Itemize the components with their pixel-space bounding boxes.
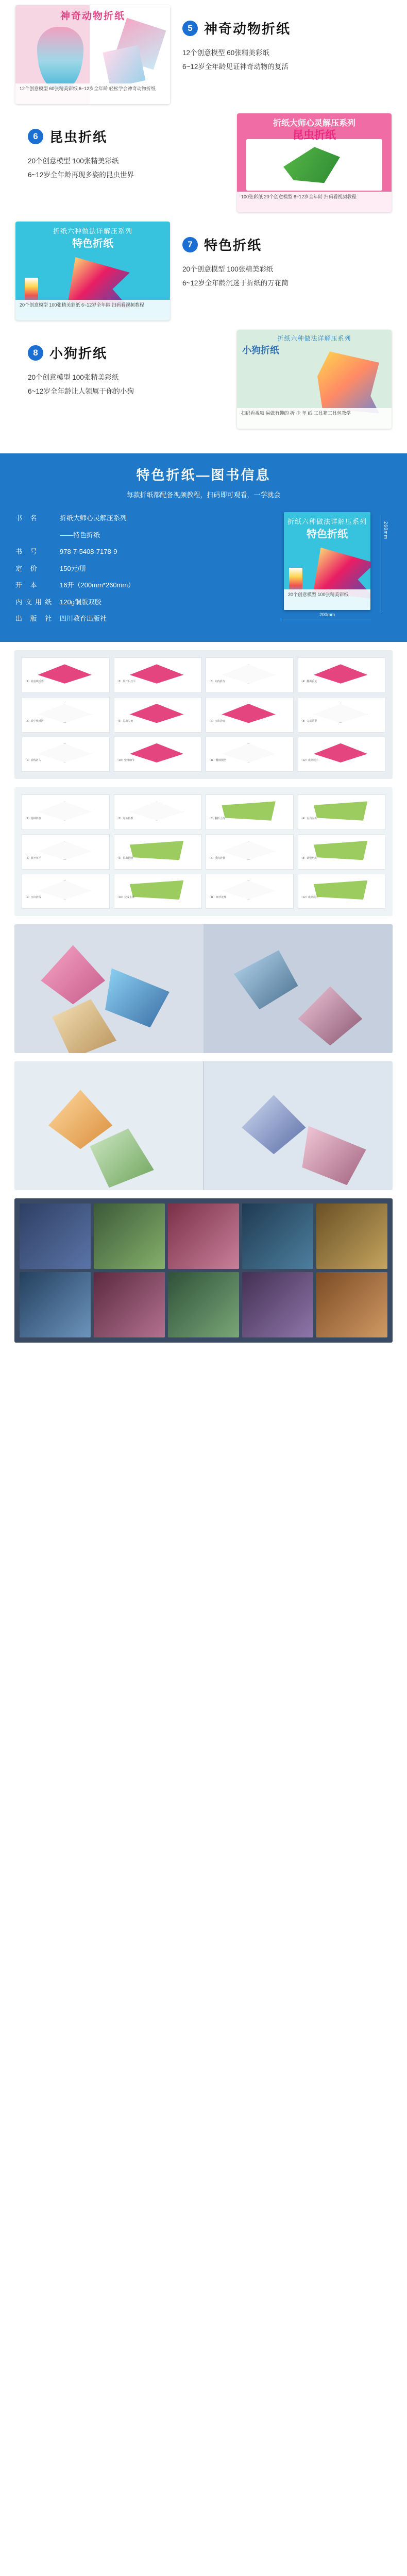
diagram-caption: （11）细节处理	[208, 896, 227, 900]
product-desc-line: 6~12岁全年龄见证神奇动物的复活	[182, 63, 289, 71]
cover-series: 折纸六种做法详解压系列	[287, 518, 367, 526]
spec-list	[15, 510, 263, 628]
photo-finished-models-spread	[14, 924, 393, 1053]
diagram-caption: （1）沿虚线折叠	[24, 680, 44, 684]
product-row	[15, 222, 392, 320]
diagram-caption: （2）对角折叠	[116, 817, 133, 821]
spec-value: 120g铜版双胶	[60, 598, 101, 606]
cover-caption: 20个创意模型 100张精美彩纸	[284, 589, 370, 610]
product-index-badge: 8	[28, 345, 43, 361]
book-info-section	[0, 453, 407, 642]
cover-caption: 扫码看视频 易做有趣的 折 少 年 纸 工具箱工具包教学	[237, 408, 392, 429]
diagram-caption: （5）展开压平	[24, 856, 41, 860]
spec-row	[15, 577, 263, 594]
diagram-caption: （7）压出折痕	[208, 719, 225, 723]
product-list-section	[0, 0, 407, 453]
diagram-caption: （8）完成造型	[300, 719, 317, 723]
product-row	[15, 330, 392, 429]
product-row	[15, 113, 392, 212]
info-subtitle: 每款折纸都配备视频教程，扫码即可观看，一学就会	[126, 491, 281, 499]
product-desc-line: 20个创意模型 100张精美彩纸	[28, 374, 119, 381]
diagram-caption: （6）折出翅膀	[116, 856, 133, 860]
product-title: 特色折纸	[204, 238, 262, 253]
product-title: 神奇动物折纸	[204, 21, 291, 37]
spec-row	[15, 561, 263, 578]
cover-art	[15, 222, 170, 320]
diagram-caption: （4）翻面重复	[300, 680, 317, 684]
book-dimension-figure	[273, 510, 392, 629]
spec-row	[15, 510, 263, 527]
product-desc-line: 12个创意模型 60张精美彩纸	[182, 49, 269, 57]
spec-key: 书 号	[15, 548, 40, 556]
photo-gallery-section	[0, 642, 407, 1371]
book-cover-thumb	[284, 512, 370, 610]
product-cover-mermaid[interactable]	[15, 5, 170, 104]
spec-value: ——特色折纸	[60, 531, 100, 539]
cover-header: 特色折纸	[307, 529, 348, 540]
spec-value: 折纸大师心灵解压系列	[60, 514, 127, 522]
cover-art	[15, 5, 170, 104]
product-desc-line: 6~12岁全年龄让人领属于你的小狗	[28, 387, 134, 395]
cover-header: 特色折纸	[72, 238, 113, 249]
product-desc-line: 20个创意模型 100张精美彩纸	[28, 157, 119, 165]
cover-caption: 100张彩纸 20个创意模型 6~12岁全年龄 扫码看视频教程	[237, 192, 392, 212]
diagram-caption: （11）翻转模型	[208, 759, 227, 762]
diagram-caption: （9）压出折线	[24, 896, 41, 900]
spec-value: 978-7-5408-7178-9	[60, 548, 117, 556]
spec-row	[15, 611, 263, 628]
spec-key: 内文用纸	[15, 598, 55, 606]
info-heading: 特色折纸—图书信息	[136, 467, 271, 483]
dimension-width: 200mm	[319, 612, 335, 618]
cover-art	[237, 330, 392, 429]
spec-key: 书 名	[15, 514, 40, 522]
diagram-caption: （4）左右内折	[300, 817, 317, 821]
product-index-badge: 5	[182, 21, 198, 36]
diagram-caption: （12）成品展示	[300, 896, 319, 900]
product-cover-dog[interactable]	[237, 330, 392, 429]
cover-series: 折纸大师心灵解压系列	[273, 119, 355, 128]
product-desc-line: 6~12岁全年龄沉迷于折纸的万花筒	[182, 279, 289, 287]
spec-key: 定 价	[15, 564, 40, 572]
product-title: 小狗折纸	[49, 346, 108, 361]
diagram-caption: （12）成品展示	[300, 759, 319, 762]
spec-key: 开 本	[15, 581, 40, 589]
diagram-caption: （2）展开后压平	[116, 680, 136, 684]
diagram-caption: （6）拉出尖角	[116, 719, 133, 723]
photo-step-diagram-green	[14, 787, 393, 916]
product-index-badge: 7	[182, 237, 198, 252]
cover-art	[237, 113, 392, 212]
product-title: 昆虫折纸	[49, 129, 108, 145]
photo-step-diagram-pink	[14, 650, 393, 779]
diagram-caption: （8）调整角度	[300, 856, 317, 860]
product-cover-insect[interactable]	[237, 113, 392, 212]
product-desc-line: 20个创意模型 100张精美彩纸	[182, 265, 274, 273]
spec-row	[15, 544, 263, 561]
diagram-caption: （10）完成主体	[116, 896, 135, 900]
product-row	[15, 5, 392, 104]
product-index-badge: 6	[28, 129, 43, 144]
diagram-caption: （5）沿中线对折	[24, 719, 44, 723]
dimension-height: 260mm	[383, 521, 388, 540]
spec-key: 出 版 社	[15, 615, 55, 623]
cover-caption: 12个创意模型 60张精美彩纸 6~12岁全年龄 轻松学会神奇动物折纸	[15, 83, 170, 104]
spec-value: 150元/册	[60, 564, 87, 572]
spec-value: 16开（200mm*260mm）	[60, 581, 135, 589]
photo-book-spread	[14, 1061, 393, 1190]
cover-series: 折纸六种做法详解压系列	[277, 335, 351, 342]
diagram-caption: （10）整理细节	[116, 759, 135, 762]
cover-series: 折纸六种做法详解压系列	[53, 227, 132, 235]
spec-row	[15, 594, 263, 611]
diagram-caption: （3）向内折角	[208, 680, 225, 684]
product-desc-line: 6~12岁全年龄再现多姿的昆虫世界	[28, 171, 134, 179]
cover-header: 神奇动物折纸	[60, 11, 125, 22]
diagram-caption: （7）反向折叠	[208, 856, 225, 860]
cover-header: 小狗折纸	[242, 345, 279, 355]
product-cover-featured[interactable]	[15, 222, 170, 320]
spec-row	[15, 527, 263, 544]
spec-value: 四川教育出版社	[60, 615, 107, 623]
photo-color-paper-stack	[14, 1198, 393, 1343]
cover-caption: 20个创意模型 100张精美彩纸 6~12岁全年龄 扫码看视频教程	[15, 300, 170, 320]
spec-key	[15, 527, 60, 544]
cover-header: 昆虫折纸	[293, 129, 336, 141]
diagram-caption: （9）沿线折入	[24, 759, 41, 762]
diagram-caption: （1）基础折痕	[24, 817, 41, 821]
diagram-caption: （3）翻折上角	[208, 817, 225, 821]
